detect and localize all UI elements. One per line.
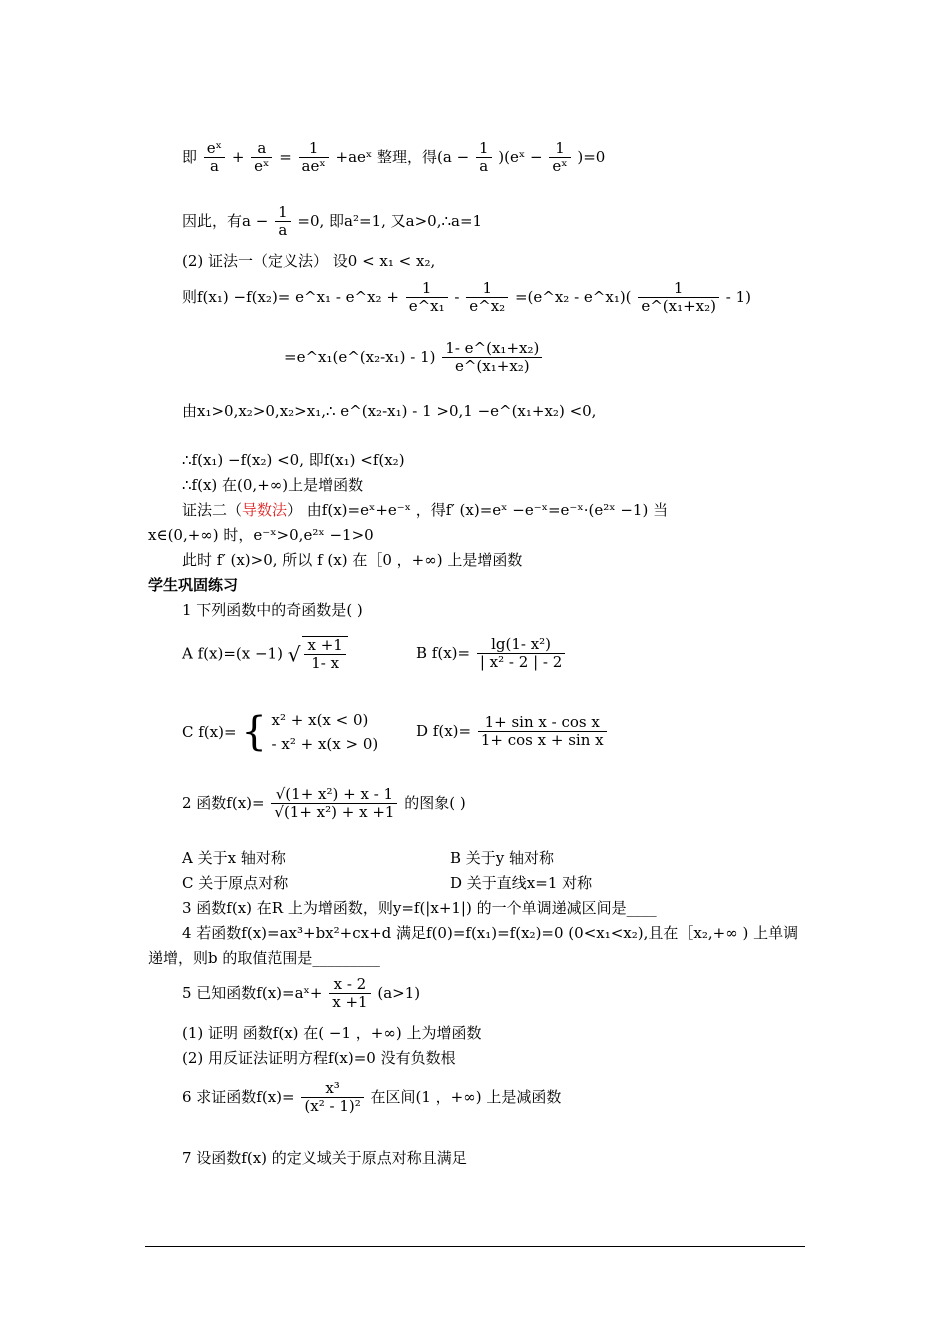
- fraction: $\frac{x - 2}{x +1}$: [329, 976, 370, 1012]
- fraction: $\frac{1}{\text{eˣ}}$: [549, 140, 570, 176]
- question-4-line-1: 4 若函数f(x)=ax³+bx²+cx+d 满足f(0)=f(x₁)=f(x₂)=0 (0<x₁<x₂),且在［x₂,+∞ ) 上单调: [182, 924, 799, 942]
- fraction: $\frac{a}{\text{eˣ}}$: [251, 140, 272, 176]
- fraction: $\frac{\text{1+ sin x - cos x}}{\text{1+ cos x + sin x}}$: [478, 714, 607, 750]
- fraction: $\frac{\text{√(1+ x²) + x - 1}}{\text{√(1+ x²) + x +1}}$: [271, 786, 397, 822]
- fraction: $\frac{1}{\text{e\textasciicircum{}x₂}}$: [466, 280, 508, 316]
- question-3: 3 函数f(x) 在R 上为增函数，则y=f(|x+1|) 的一个单调递减区间是____: [182, 899, 657, 917]
- question-2-option-c: C 关于原点对称: [182, 874, 289, 892]
- line-5: =e^x₁(e^(x₂-x₁) - 1) $\frac{\text{1- e\textasciicircum{}(x₁+x₂)}}{\text{e\textasciicircum{}(x₁+x₂)}}$: [284, 340, 544, 376]
- line-6: 由x₁>0,x₂>0,x₂>x₁,∴ e^(x₂-x₁) - 1 >0,1 −e^(x₁+x₂) <0,: [182, 402, 597, 420]
- question-1: 1 下列函数中的奇函数是( ): [182, 601, 363, 619]
- sqrt-fraction: $\frac{x +1}{1- x}$: [302, 636, 347, 673]
- fraction: $\frac{1}{a}$: [476, 140, 492, 176]
- piecewise-cases: x² + x(x < 0) - x² + x(x > 0): [271, 711, 379, 753]
- fraction: $\frac{\text{1- e\textasciicircum{}(x₁+x₂)}}{\text{e\textasciicircum{}(x₁+x₂)}}$: [442, 340, 542, 376]
- section-heading: 学生巩固练习: [148, 576, 239, 594]
- question-2-option-b: B 关于y 轴对称: [450, 849, 555, 867]
- question-7: 7 设函数f(x) 的定义域关于原点对称且满足: [182, 1149, 467, 1167]
- fraction: $\frac{1}{\text{e\textasciicircum{}(x₁+x₂)}}$: [638, 280, 719, 316]
- fraction: $\frac{1}{\text{aeˣ}}$: [299, 140, 329, 176]
- question-5-part-2: (2) 用反证法证明方程f(x)=0 没有负数根: [182, 1049, 456, 1067]
- line-11: 此时 f′ (x)>0, 所以 f (x) 在［0 ，+∞) 上是增函数: [182, 551, 523, 569]
- line-4: 则f(x₁) −f(x₂)= e^x₁ - e^x₂ + $\frac{1}{\text{e\textasciicircum{}x₁}}$ - $\frac{1}{\text{e\textasciicircum{}x₂}}$ =(e^x₂ - e^x₁)( $\frac{1}{\text{e\textasciicircum{}(x₁+x₂)}}$ - 1): [182, 279, 752, 316]
- line-10: x∈(0,+∞) 时，e⁻ˣ>0,e²ˣ −1>0: [148, 526, 374, 544]
- line-9: 证法二（导数法） 由f(x)=eˣ+e⁻ˣ ，得f′ (x)=eˣ −e⁻ˣ=e⁻ˣ·(e²ˣ −1) 当: [182, 501, 669, 519]
- line-7: ∴f(x₁) −f(x₂) <0, 即f(x₁) <f(x₂): [182, 451, 405, 469]
- question-4-line-2: 递增，则b 的取值范围是_________: [148, 949, 380, 967]
- fraction: $\frac{1}{a}$: [275, 204, 291, 240]
- question-1-option-c: C f(x)= { x² + x(x < 0) - x² + x(x > 0): [182, 709, 379, 755]
- line-8: ∴f(x) 在(0,+∞)上是增函数: [182, 476, 364, 494]
- line-2: 因此，有a − $\frac{1}{a}$ =0, 即a²=1, 又a>0,∴a=1: [182, 203, 483, 240]
- fraction: $\frac{\text{eˣ}}{a}$: [204, 140, 225, 176]
- line-3: (2) 证法一（定义法） 设0 < x₁ < x₂,: [182, 252, 436, 270]
- question-5: 5 已知函数f(x)=aˣ+ $\frac{x - 2}{x +1}$ (a>1): [182, 975, 421, 1012]
- fraction: $\frac{1}{\text{e\textasciicircum{}x₁}}$: [406, 280, 448, 316]
- question-2-option-a: A 关于x 轴对称: [182, 849, 286, 867]
- question-5-part-1: (1) 证明 函数f(x) 在( −1 ，+∞) 上为增函数: [182, 1024, 482, 1042]
- question-6: 6 求证函数f(x)= $\frac{\text{x³}}{\text{(x² - 1)²}}$ 在区间(1 ，+∞) 上是减函数: [182, 1079, 562, 1116]
- question-1-option-a: A f(x)=(x −1) √ $\frac{x +1}{1- x}$: [182, 636, 350, 673]
- line-1: 即 $\frac{\text{eˣ}}{a}$ + $\frac{a}{\text{eˣ}}$ = $\frac{1}{\text{aeˣ}}$ +aeˣ 整理，得(a − $\frac{1}{a}$ )(eˣ − $\frac{1}{\text{eˣ}}$ )=0: [182, 139, 606, 176]
- question-1-option-b: B f(x)= $\frac{\text{lg(1- x²)}}{\text{| x² - 2 | - 2}}$: [416, 636, 567, 672]
- highlight-text: 导数法: [242, 501, 288, 519]
- fraction: $\frac{\text{lg(1- x²)}}{\text{| x² - 2 | - 2}}$: [477, 636, 565, 672]
- question-2-option-d: D 关于直线x=1 对称: [450, 874, 593, 892]
- question-1-option-d: D f(x)= $\frac{\text{1+ sin x - cos x}}{\text{1+ cos x + sin x}}$: [416, 714, 609, 750]
- fraction: $\frac{\text{x³}}{\text{(x² - 1)²}}$: [301, 1080, 363, 1116]
- question-2: 2 函数f(x)= $\frac{\text{√(1+ x²) + x - 1}}{\text{√(1+ x²) + x +1}}$ 的图象( ): [182, 785, 466, 822]
- footer-divider: [145, 1246, 805, 1247]
